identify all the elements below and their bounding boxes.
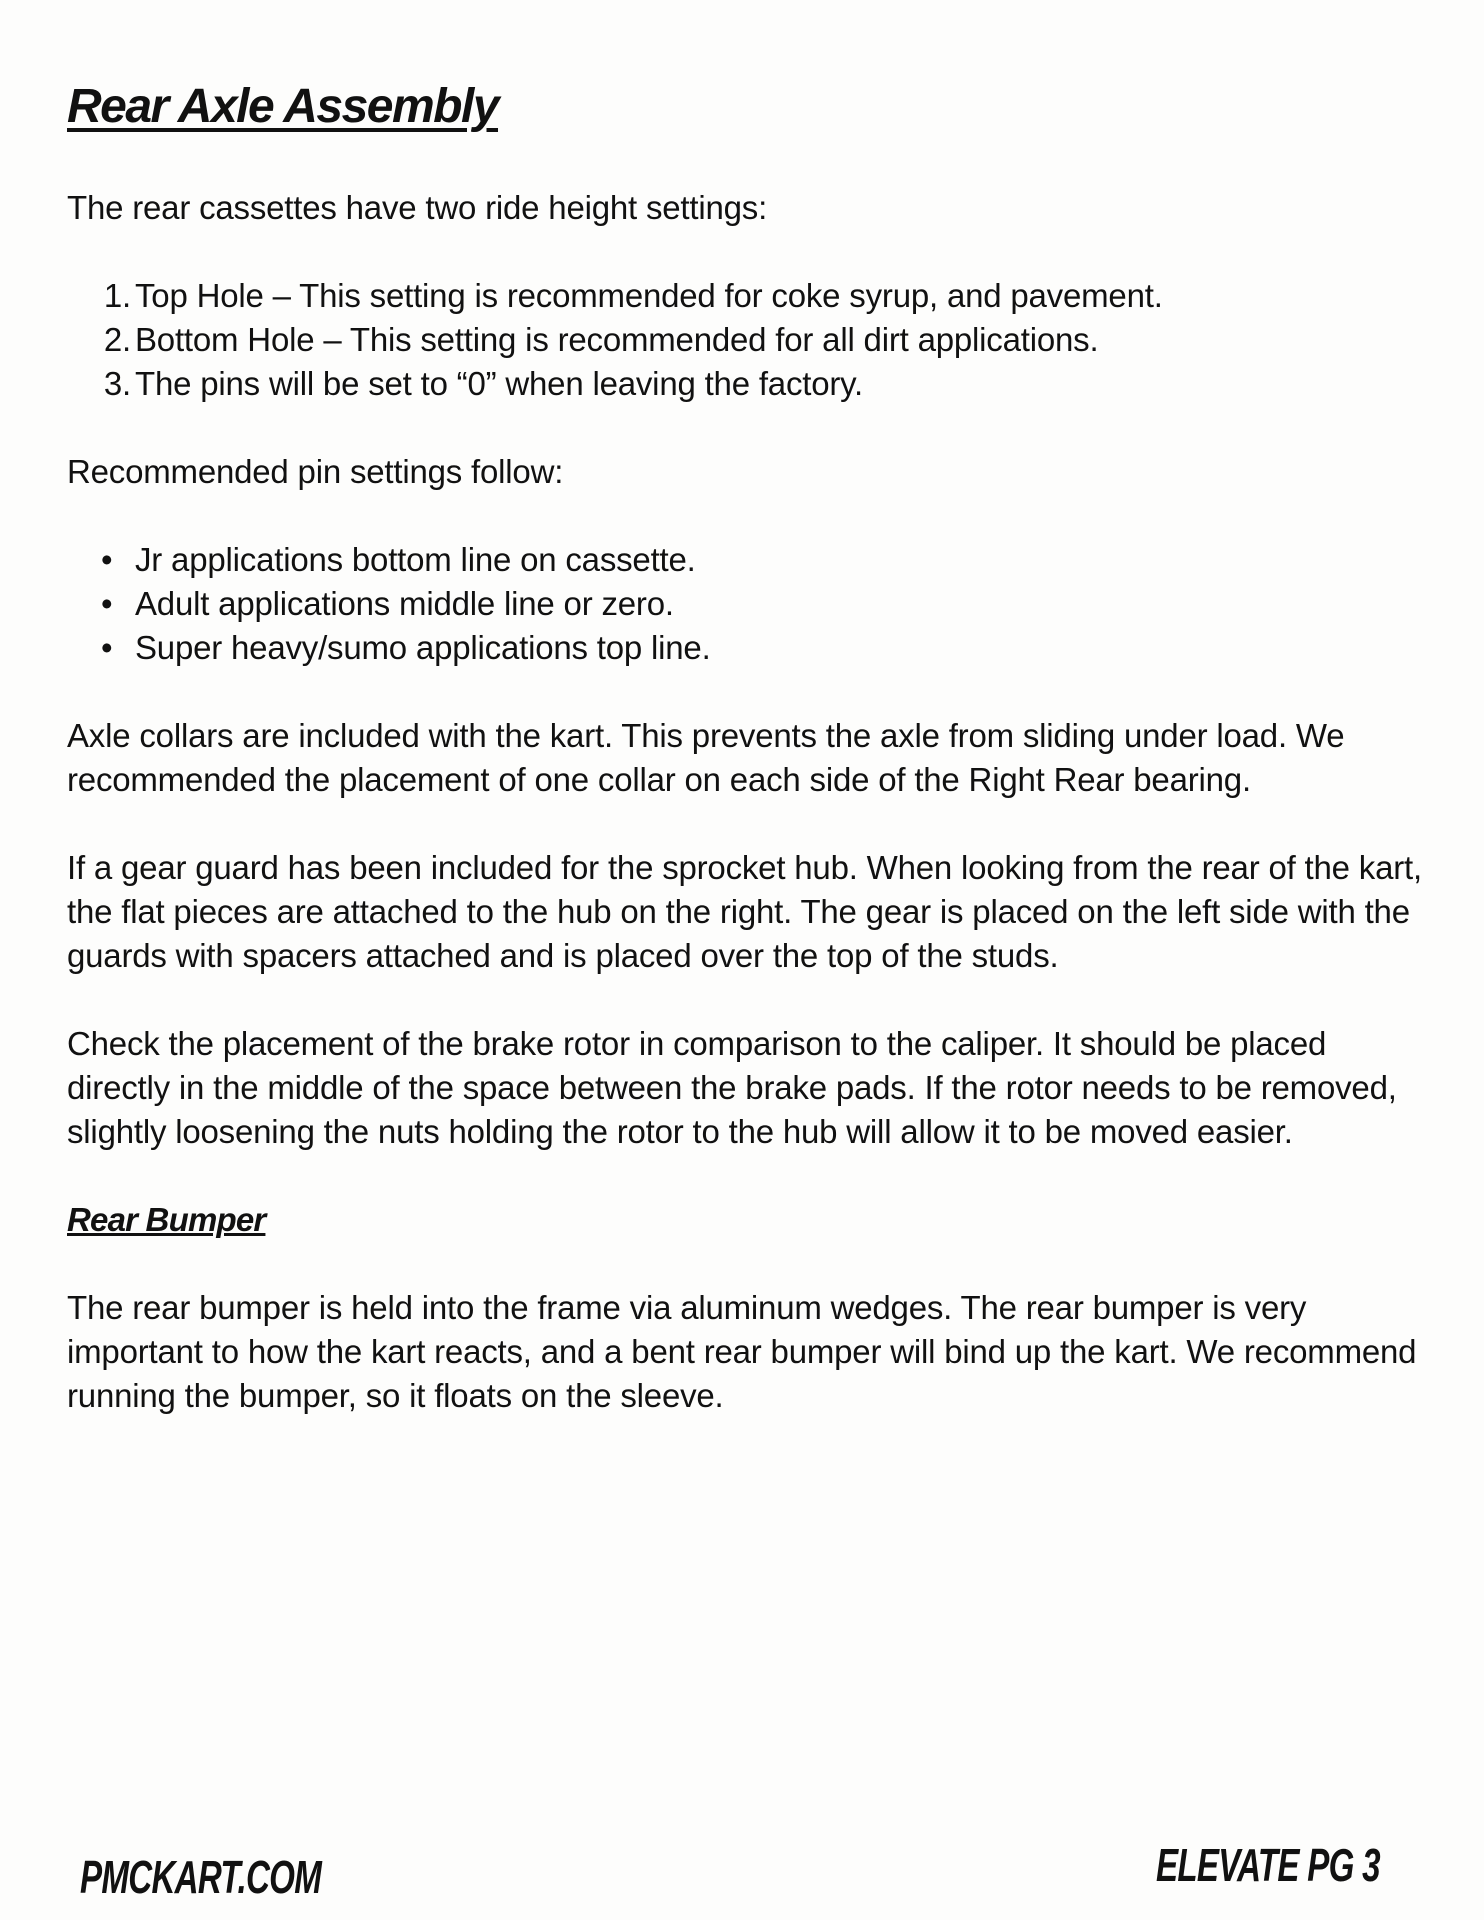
rear-bumper-paragraph: The rear bumper is held into the frame via aluminum wedges. The rear bumper is very important to how the kart reacts, and a bent rear bumper will bind up the kart. We recommend running the bumper, so it floats on the sleeve.: [67, 1289, 1417, 1414]
bullet-icon: •: [101, 541, 113, 578]
pin-settings-list: [67, 538, 1427, 670]
document-body: [67, 72, 1427, 1462]
pin-intro-text: Recommended pin settings follow:: [67, 453, 564, 490]
axle-collars-paragraph: Axle collars are included with the kart. This prevents the axle from sliding under load. We recommended the placement of one collar on each side of the Right Rear bearing.: [67, 717, 1345, 798]
ride-height-list: [67, 274, 1427, 406]
list-item: [67, 626, 1427, 670]
page-title: Rear Axle Assembly: [67, 80, 499, 133]
list-item: [67, 538, 1427, 582]
list-number: 1.: [103, 277, 131, 314]
footer-page-number: ELEVATE PG 3: [1156, 1839, 1380, 1891]
bullet-icon: •: [101, 629, 113, 666]
list-text: Adult applications middle line or zero.: [135, 585, 674, 622]
list-text: The pins will be set to “0” when leaving the factory.: [135, 365, 863, 402]
rear-bumper-heading: Rear Bumper: [67, 1201, 266, 1238]
list-text: Bottom Hole – This setting is recommended for all dirt applications.: [135, 321, 1099, 358]
list-item: [67, 362, 1427, 406]
bullet-icon: •: [101, 585, 113, 622]
gear-guard-paragraph: If a gear guard has been included for the sprocket hub. When looking from the rear of the kart, the flat pieces are attached to the hub on the right. The gear is placed on the left side with the guards with spacers attached and is placed over the top of the studs.: [67, 849, 1422, 974]
list-text: Jr applications bottom line on cassette.: [135, 541, 696, 578]
list-text: Top Hole – This setting is recommended for coke syrup, and pavement.: [135, 277, 1163, 314]
list-item: [67, 274, 1427, 318]
list-number: 2.: [103, 321, 131, 358]
brake-rotor-paragraph: Check the placement of the brake rotor in comparison to the caliper. It should be placed directly in the middle of the space between the brake pads. If the rotor needs to be removed, slightly loosening the nuts holding the rotor to the hub will allow it to be moved easier.: [67, 1025, 1397, 1150]
intro-text: The rear cassettes have two ride height settings:: [67, 189, 768, 226]
list-text: Super heavy/sumo applications top line.: [135, 629, 711, 666]
list-item: [67, 318, 1427, 362]
list-item: [67, 582, 1427, 626]
list-number: 3.: [103, 365, 131, 402]
footer-website: PMCKART.COM: [80, 1851, 322, 1903]
